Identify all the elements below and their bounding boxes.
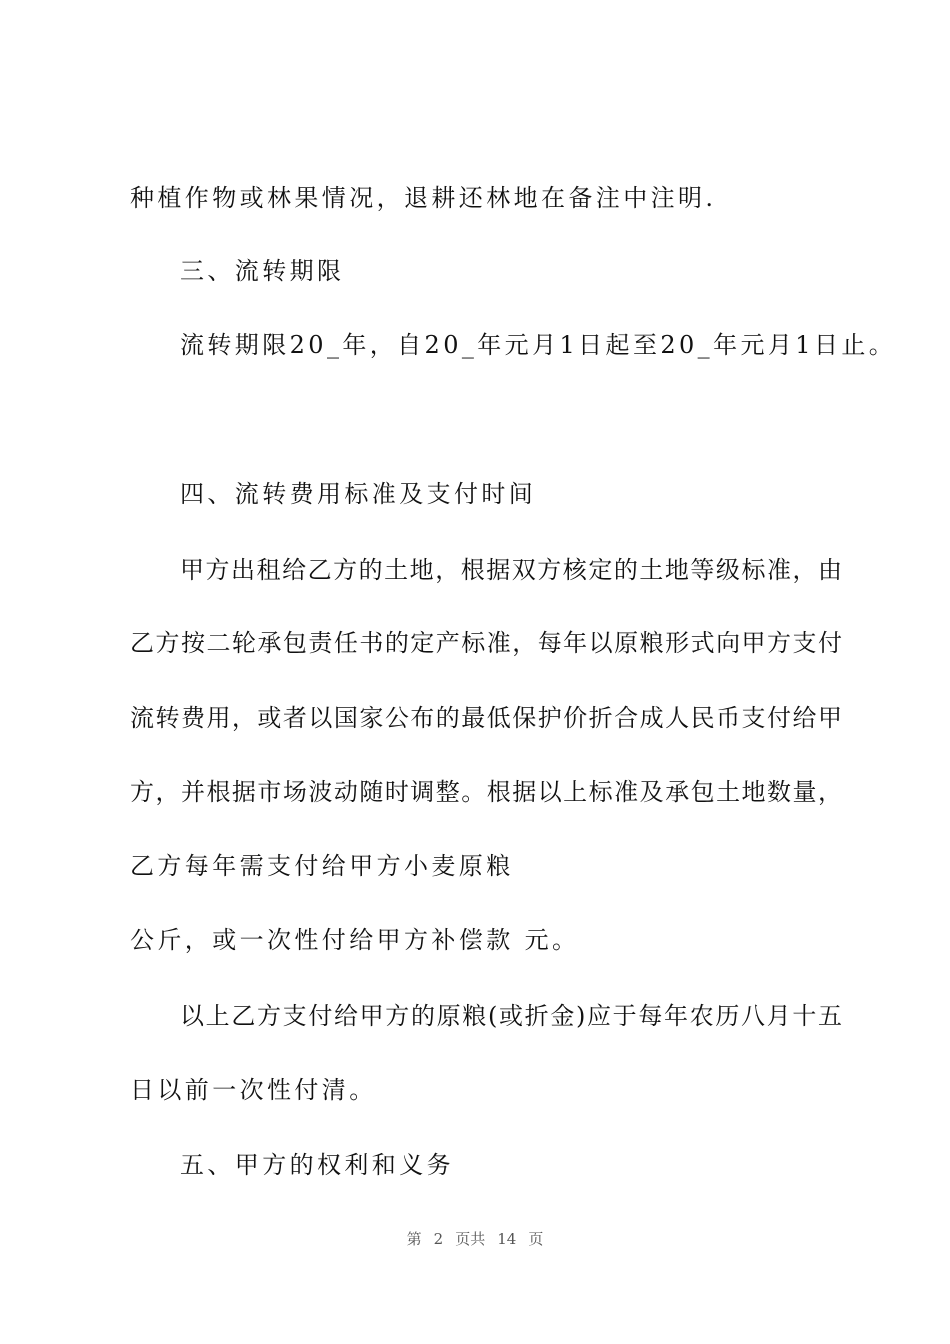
footer-page-mid: 页共 [455, 1230, 486, 1248]
page-footer [0, 1228, 950, 1249]
footer-page-total: 14 [497, 1230, 517, 1248]
paragraph-line: 日以前一次性付清。 [130, 1076, 377, 1104]
footer-page-prefix: 第 [406, 1230, 422, 1248]
paragraph-line: 流转期限20_年，自20_年元月1日起至20_年元月1日止。 [180, 331, 897, 359]
footer-page-suffix: 页 [528, 1230, 544, 1248]
paragraph-line: 乙方按二轮承包责任书的定产标准，每年以原粮形式向甲方支付 [130, 629, 842, 657]
paragraph-line: 种植作物或林果情况，退耕还林地在备注中注明. [130, 184, 717, 212]
paragraph-line: 乙方每年需支付给甲方小麦原粮 [130, 852, 514, 880]
section-heading: 四、流转费用标准及支付时间 [180, 480, 537, 508]
paragraph-line: 甲方出租给乙方的土地，根据双方核定的土地等级标准，由 [180, 556, 842, 584]
section-heading: 五、甲方的权利和义务 [180, 1151, 454, 1179]
paragraph-line: 以上乙方支付给甲方的原粮(或折金)应于每年农历八月十五 [180, 1002, 842, 1030]
paragraph-line: 流转费用，或者以国家公布的最低保护价折合成人民币支付给甲 [130, 704, 842, 732]
footer-page-number: 2 [433, 1230, 444, 1248]
paragraph-line: 公斤，或一次性付给甲方补偿款 元。 [130, 926, 580, 954]
paragraph-line: 方，并根据市场波动随时调整。根据以上标准及承包土地数量， [130, 778, 842, 806]
section-heading: 三、流转期限 [180, 257, 345, 285]
